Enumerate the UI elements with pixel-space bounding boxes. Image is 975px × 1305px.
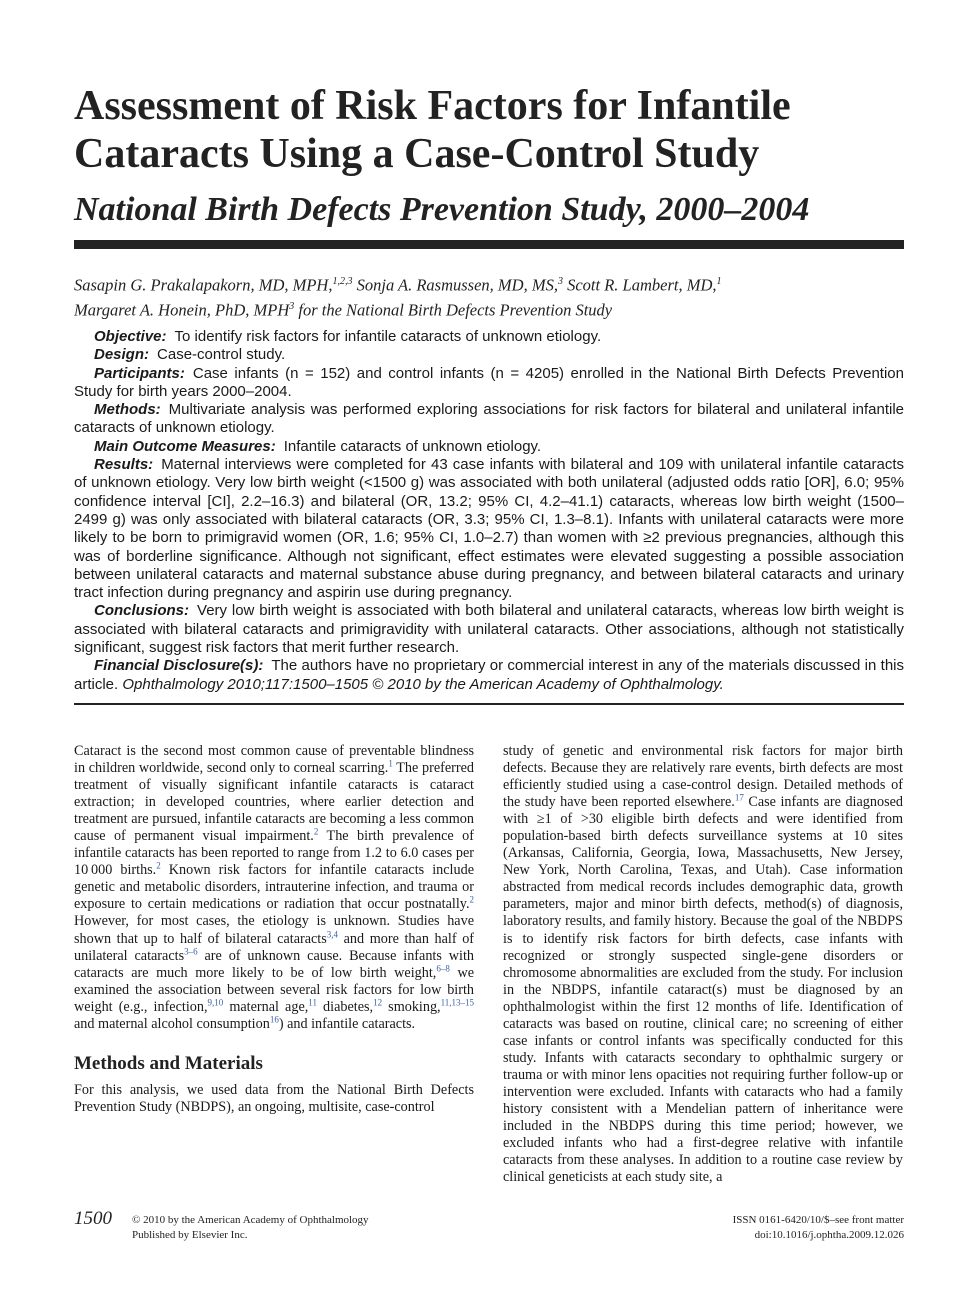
body-text: smoking, [382, 998, 441, 1015]
abstract-text: Infantile cataracts of unknown etiology. [283, 437, 542, 455]
intro-paragraph [74, 743, 474, 1033]
methods-paragraph-continued [503, 743, 903, 1186]
body-text: Cataract is the second most common cause of preventable blindness in children worldwide, second only to corneal scarring. [74, 743, 474, 777]
author-1: Sasapin G. Prakalapakorn, MD, MPH, [74, 275, 333, 295]
journal-citation: Ophthalmology 2010;117:1500–1505 © 2010 by the American Academy of Ophthalmology. [122, 675, 724, 693]
doi-link[interactable]: doi:10.1016/j.ophtha.2009.12.026 [754, 1229, 904, 1241]
abstract-participants [74, 365, 904, 402]
abstract-text: Very low birth weight is associated with both bilateral and unilateral cataracts, whereas low birth weight is associated with bilateral cataracts and primigravidity with unilateral cataracts. Other associations, although not statistically significant, suggest risk factors that merit further research. [74, 602, 904, 657]
author-group: for the National Birth Defects Prevention Study [294, 300, 613, 319]
page-footer [74, 1208, 904, 1248]
body-text: and more than half of unilateral cataracts [74, 930, 475, 964]
reference-link[interactable]: 12 [373, 996, 383, 1007]
abstract-text: Case-control study. [157, 346, 286, 364]
abstract-outcome [74, 438, 904, 456]
body-text: diabetes, [316, 998, 374, 1015]
body-text: maternal age, [223, 998, 309, 1015]
abstract-label: Objective: [94, 328, 167, 345]
abstract-text: Maternal interviews were completed for 43 case infants with bilateral and 109 with unilateral infantile cataracts of unknown etiology. Very low birth weight (<1500 g) was associated with both unilateral (adjusted odds ratio [OR], 6.0; 95% confidence interval [CI], 2.2–16.3) and bilateral (OR, 13.2; 95% CI, 4.2–41.1) cataracts, whereas low birth weight (1500–2499 g) was only associated with bilateral cataracts (OR, 3.3; 95% CI, 1.3–8.1). Infants with unilateral cataracts were more likely to be born to primigravid women (OR, 1.6; 95% CI, 1.0–2.7) than women with ≥2 previous pregnancies, although this was of borderline significance. Although not significant, effect estimates were elevated suggesting a possible association between unilateral cataracts and maternal substance abuse during pregnancy, and between bilateral cataracts and urinary tract infection during pregnancy and aspirin use during pregnancy. [74, 456, 904, 602]
body-text: study of genetic and environmental risk factors for major birth defects. Because they are relatively rare events, birth defects are most efficiently studied using a case-control design. Detailed methods of the study have been reported elsewhere. [503, 743, 903, 811]
reference-link[interactable]: 17 [734, 792, 744, 803]
copyright-notice [132, 1213, 369, 1243]
body-text: we examined the association between several risk factors for low birth weight (e.g., infection, [74, 964, 474, 1015]
abstract-label: Results: [94, 456, 154, 474]
reference-link[interactable]: 3,4 [326, 928, 339, 939]
reference-link[interactable]: 9,10 [207, 996, 224, 1007]
abstract-design [74, 346, 904, 364]
body-text: and maternal alcohol consumption [74, 1015, 270, 1032]
abstract-text: To identify risk factors for infantile cataracts of unknown etiology. [174, 328, 602, 345]
body-text: are of unknown cause. Because infants with cataracts are much more likely to be of low birth weight, [74, 947, 474, 981]
abstract-results [74, 456, 904, 602]
author-list [74, 271, 904, 320]
abstract [74, 328, 904, 694]
issn-line: ISSN 0161-6420/10/$–see front matter [732, 1214, 904, 1226]
abstract-label: Main Outcome Measures: [94, 437, 276, 455]
abstract-objective [74, 328, 904, 346]
title-divider [74, 240, 904, 249]
abstract-label: Conclusions: [94, 602, 190, 620]
abstract-conclusions [74, 602, 904, 657]
body-text: ) and infantile cataracts. [278, 1015, 416, 1032]
author-1-affiliation: 1,2,3 [332, 276, 353, 287]
author-4-affiliation: 3 [289, 300, 295, 312]
title-block [74, 82, 904, 230]
abstract-divider [74, 703, 904, 705]
reference-link[interactable]: 11,13–15 [440, 996, 475, 1007]
reference-link[interactable]: 1 [388, 758, 393, 769]
reference-link[interactable]: 3–6 [184, 945, 198, 956]
abstract-disclosure [74, 657, 904, 694]
body-text: However, for most cases, the etiology is unknown. Studies have shown that up to half of bilateral cataracts [74, 913, 474, 947]
section-heading-methods: Methods and Materials [74, 1052, 263, 1074]
body-text: Case infants are diagnosed with ≥1 of >30 eligible birth defects and were identified from population-based birth defects surveillance systems at 10 sites (Arkansas, California, Georgia, Iowa, Massachusetts, New Jersey, New York, North Carolina, Texas, and Utah). Case information abstracted from medical records includes demographic data, growth parameters, major and minor birth defects, method(s) of diagnosis, laboratory results, and family history. Because the goal of the NBDPS is to identify risk factors for birth defects, case infants with recognized or strongly suspected single-gene disorders or chromosome abnormalities are excluded from the study. For inclusion in the NBDPS, infantile cataract(s) must be diagnosed by an ophthalmologist within the first 12 months of life. Identification of cataracts was based on routine, clinical care; no screening of either case infants or control infants was specifically conducted for this study. Infants with cataracts secondary to ophthalmic surgery or trauma or with minor lens opacities not requiring further follow-up or intervention were excluded. Infants with cataracts who had a family history consistent with a Mendelian pattern of inheritance were included in the NBDPS during this time period; however, we excluded infants who had a first-degree relative with infantile cataracts from these analyses. In addition to a routine case review by clinical geneticists at each study site, a [503, 794, 903, 1186]
body-column-left [74, 743, 474, 1116]
body-column-right [503, 743, 903, 1186]
copyright-line: © 2010 by the American Academy of Ophthalmology [132, 1214, 369, 1226]
reference-link[interactable]: 2 [313, 826, 319, 837]
page-number: 1500 [74, 1208, 112, 1229]
article-subtitle: National Birth Defects Prevention Study, 2000–2004 [74, 191, 810, 228]
publisher-line: Published by Elsevier Inc. [132, 1229, 248, 1241]
abstract-text: Multivariate analysis was performed exploring associations for risk factors for bilateral and unilateral infantile cataracts of unknown etiology. [74, 401, 904, 437]
author-2: Sonja A. Rasmussen, MD, MS, [352, 275, 558, 295]
body-text: Known risk factors for infantile cataracts include genetic and metabolic disorders, intrauterine infection, and trauma or exposure to certain medications or radiation that occur postnatally. [74, 862, 474, 913]
abstract-methods [74, 401, 904, 438]
body-text: The preferred treatment of visually significant infantile cataracts is cataract extraction; in developed countries, where earlier detection and treatment are pursued, infantile cataracts are becoming a less common cause of permanent visual impairment. [74, 760, 474, 845]
abstract-text: Case infants (n = 152) and control infants (n = 4205) enrolled in the National Birth Defects Prevention Study for birth years 2000–2004. [74, 364, 904, 400]
reference-link[interactable]: 11 [308, 996, 317, 1007]
abstract-text: The authors have no proprietary or commercial interest in any of the materials discussed in this article. [74, 657, 904, 693]
author-3: Scott R. Lambert, MD, [562, 275, 717, 295]
author-4: Margaret A. Honein, PhD, MPH [74, 300, 290, 319]
body-text: The birth prevalence of infantile cataracts has been reported to range from 1.2 to 6.0 cases per 10 000 births. [74, 828, 474, 879]
abstract-label: Financial Disclosure(s): [94, 657, 264, 675]
abstract-label: Participants: [94, 364, 185, 382]
methods-paragraph: For this analysis, we used data from the National Birth Defects Prevention Study (NBDPS), an ongoing, multisite, case-control [74, 1081, 474, 1115]
article-title: Assessment of Risk Factors for Infantile Cataracts Using a Case-Control Study [74, 83, 791, 177]
abstract-label: Design: [94, 346, 150, 364]
issn-doi [733, 1213, 904, 1243]
abstract-label: Methods: [94, 401, 161, 419]
author-3-affiliation: 1 [716, 276, 722, 287]
reference-link[interactable]: 16 [269, 1014, 279, 1025]
reference-link[interactable]: 6–8 [436, 962, 450, 973]
reference-link[interactable]: 2 [469, 894, 474, 905]
author-2-affiliation: 3 [557, 276, 563, 287]
reference-link[interactable]: 2 [156, 860, 161, 871]
